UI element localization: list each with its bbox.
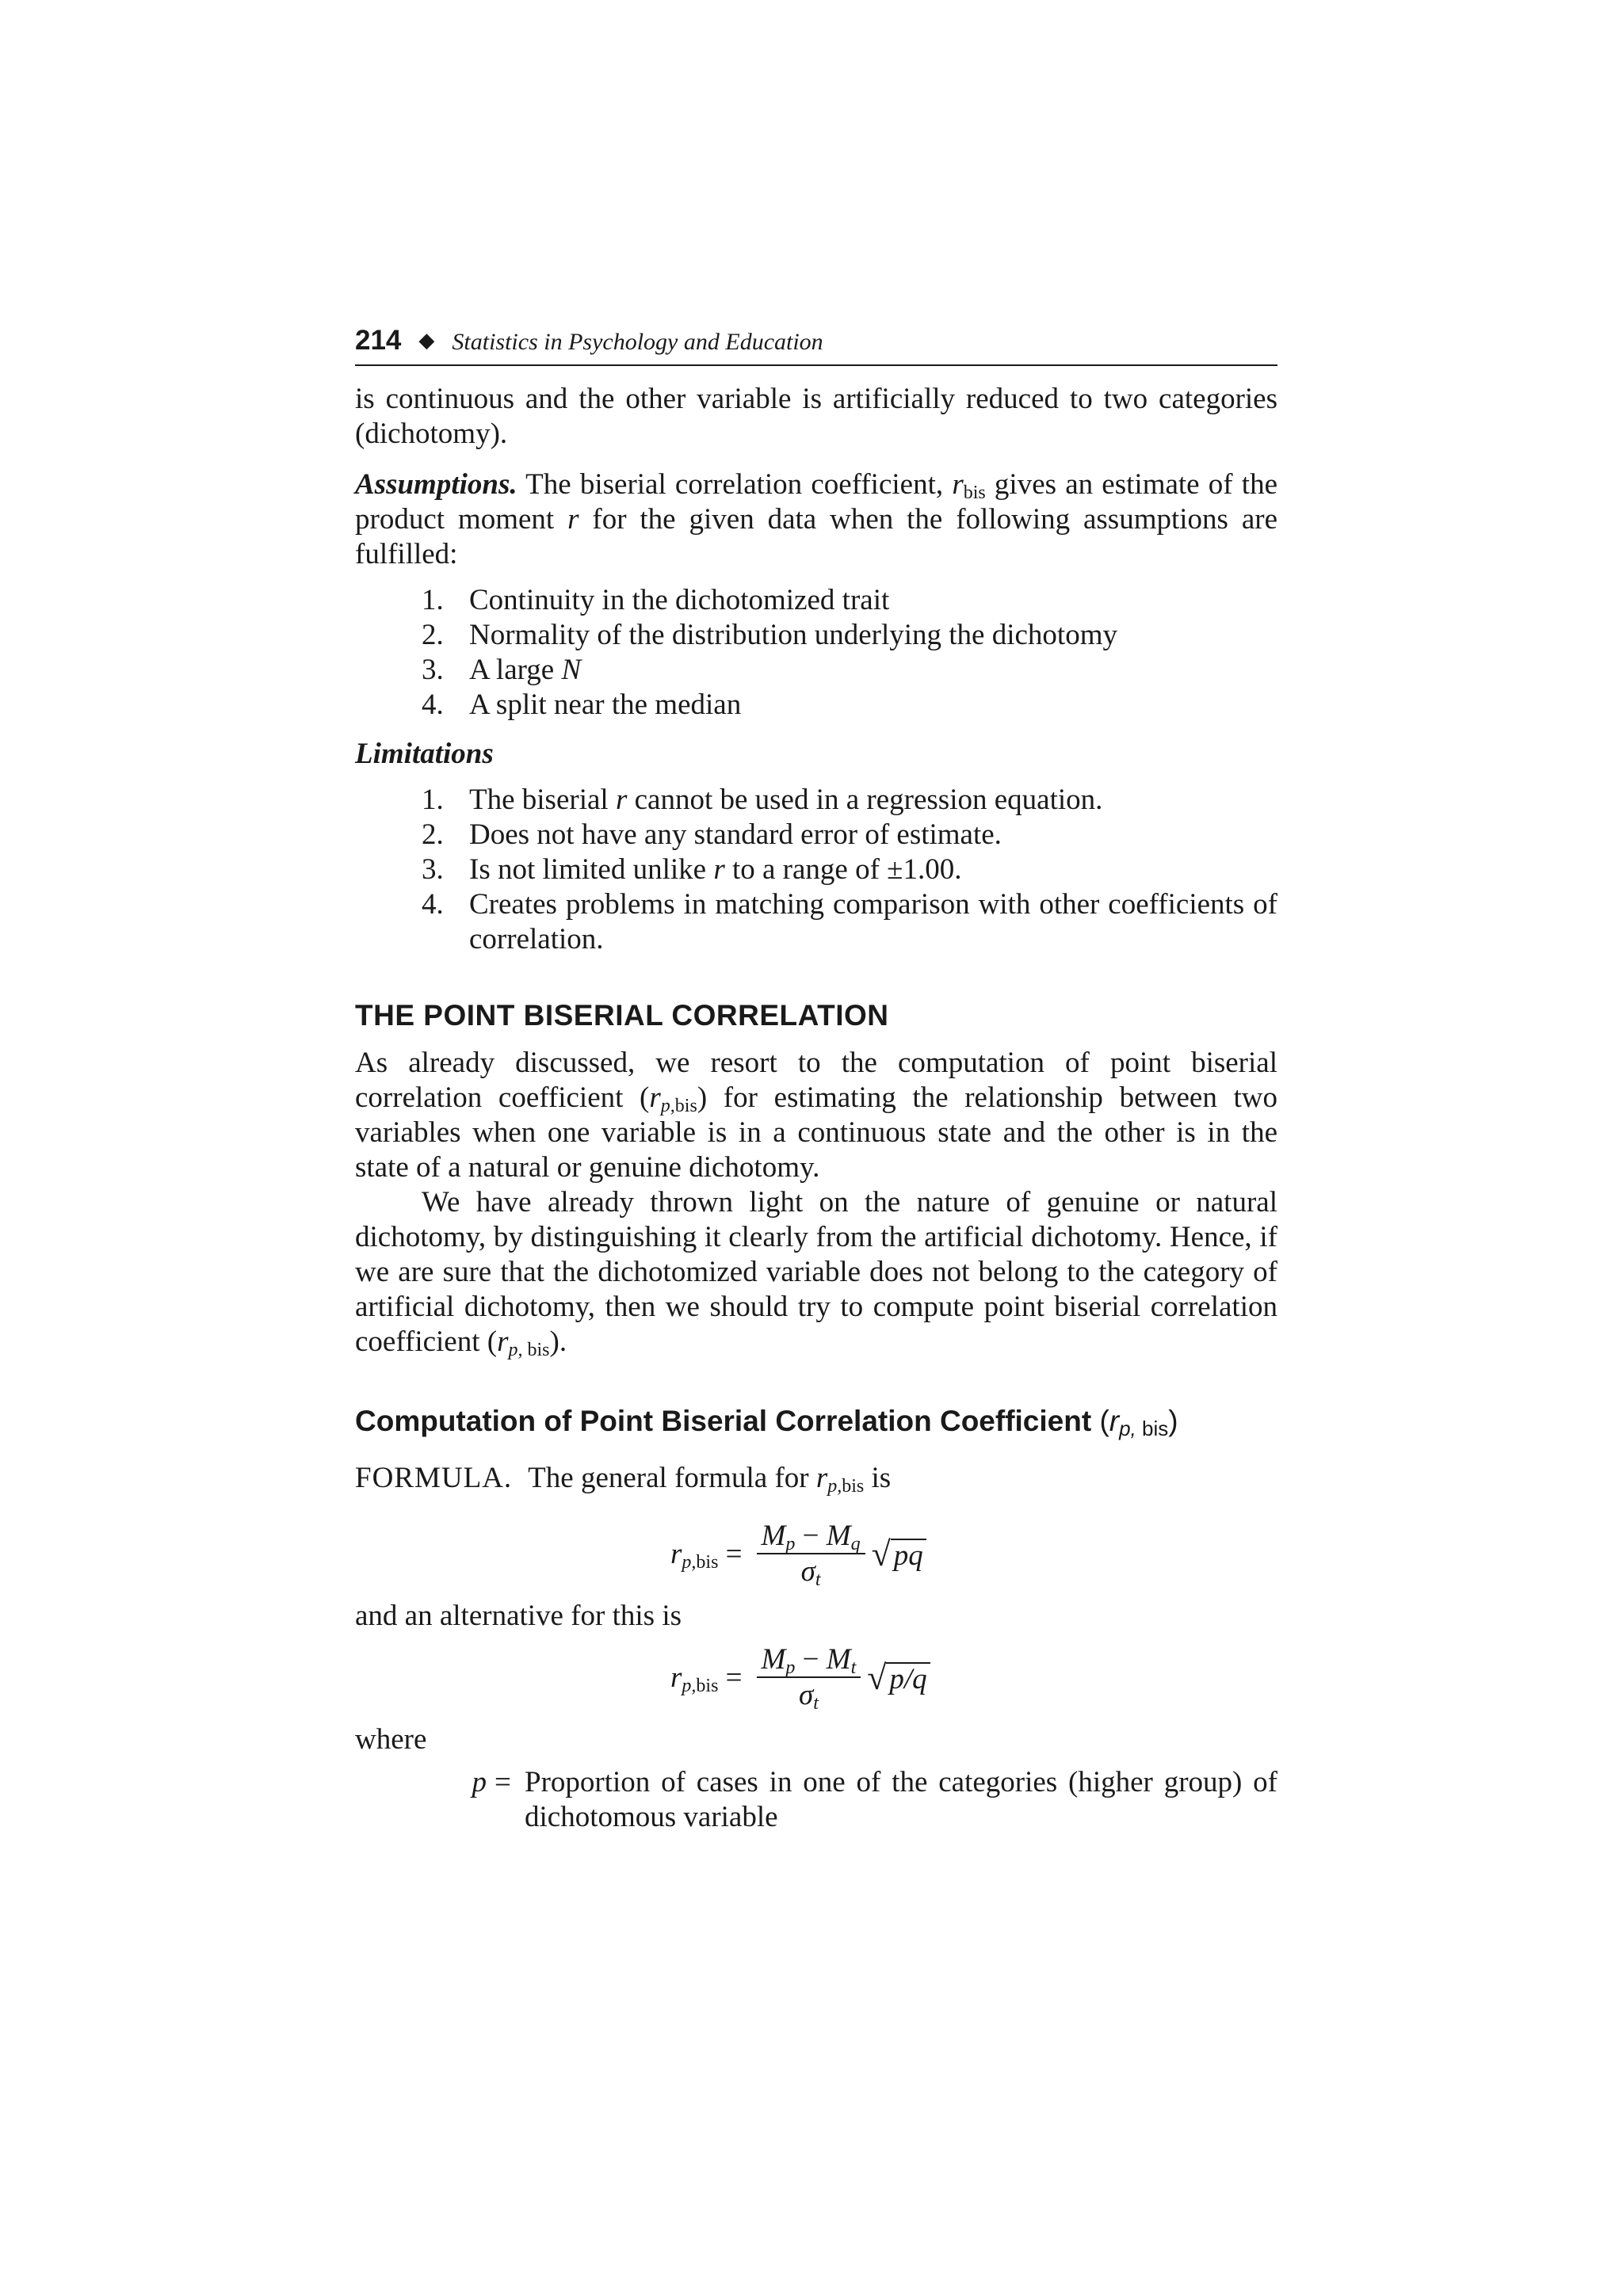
subsection-heading	[355, 1404, 1277, 1439]
symbol-sub: bis	[522, 1340, 550, 1360]
symbol-r: r	[670, 1661, 682, 1694]
list-item	[422, 653, 1277, 688]
assumptions-text: for the given data when the following assumptions are fulfilled:	[355, 503, 1277, 570]
equals-sign: =	[725, 1661, 743, 1694]
symbol-r: r	[670, 1538, 682, 1570]
list-item	[422, 783, 1277, 818]
definition-row	[355, 1765, 1277, 1835]
symbol-sub: bis	[674, 1096, 697, 1116]
numerator	[757, 1643, 861, 1678]
intro-paragraph: is continuous and the other variable is artificially reduced to two categories (dichotomy).	[355, 383, 1277, 450]
item-text: Normality of the distribution underlying the dichotomy	[469, 619, 1117, 651]
item-text-main: A large	[469, 654, 555, 686]
item-text	[469, 653, 1277, 688]
fraction	[757, 1643, 861, 1713]
symbol-sub: p	[785, 1657, 796, 1678]
formula-text: The general formula for	[528, 1462, 809, 1494]
equals-sign: =	[495, 1766, 511, 1798]
assumptions-text: gives an estimate of the product moment	[355, 468, 1277, 536]
symbol-sub: p,	[660, 1096, 675, 1116]
para-text: As already discussed, we resort to the computation of point biserial correlation coefficient (	[355, 1047, 1277, 1114]
square-root	[872, 1537, 926, 1572]
symbol-m: M	[761, 1643, 786, 1676]
radicand: pq	[891, 1539, 926, 1572]
limitations-list	[355, 783, 1277, 957]
formula-1	[355, 1510, 1277, 1599]
radical-icon: √	[867, 1658, 887, 1697]
symbol-sigma: σ	[800, 1555, 815, 1588]
square-root	[867, 1658, 930, 1697]
running-title: Statistics in Psychology and Education	[452, 329, 823, 355]
item-number: 4.	[422, 888, 444, 921]
item-text-pre: Is not limited unlike	[469, 853, 707, 886]
symbol-r: r	[952, 468, 964, 501]
symbol-m: M	[761, 1520, 786, 1552]
minus-sign: −	[795, 1520, 827, 1552]
item-number: 3.	[422, 853, 444, 886]
denominator	[801, 1554, 821, 1589]
item-number: 1.	[422, 584, 444, 616]
radical-icon: √	[871, 1535, 891, 1573]
formula-intro	[355, 1461, 1277, 1496]
symbol-sub: p,	[508, 1340, 523, 1360]
symbol-n: N	[561, 654, 582, 686]
list-item	[422, 618, 1277, 653]
assumptions-text: The biserial correlation coefficient,	[525, 468, 944, 501]
symbol-sub: q	[850, 1534, 861, 1554]
paren-close: )	[1168, 1405, 1178, 1437]
item-text: Continuity in the dichotomized trait	[469, 584, 890, 616]
para-text: We have already thrown light on the nature of genuine or natural dichotomy, by distinguishing it clearly from the artificial dichotomy. Hence, if we are sure that the dichotomized variable does not belong to the category of artificial dichotomy, then we should try to compute point biserial correlation coefficient (	[355, 1186, 1277, 1358]
item-text-post: to a range of ±1.00.	[731, 853, 962, 886]
symbol-r: r	[1109, 1405, 1120, 1437]
assumptions-paragraph	[355, 467, 1277, 572]
symbol-sub: bis	[1136, 1417, 1169, 1440]
symbol-sub: p,	[1119, 1417, 1136, 1440]
item-number: 3.	[422, 654, 444, 686]
section-paragraph-2	[355, 1185, 1277, 1360]
item-text	[469, 783, 1277, 818]
formula-text: is	[871, 1462, 892, 1494]
symbol-m: M	[826, 1520, 851, 1552]
numerator	[757, 1520, 865, 1554]
symbol-sub: p,	[682, 1552, 697, 1573]
symbol-m: M	[826, 1643, 851, 1676]
para-text: ) for estimating the relationship between two variables when one variable is in a continuous state and the other is in the state of a natural or genuine dichotomy.	[355, 1081, 1277, 1184]
item-number: 1.	[422, 784, 444, 816]
symbol-r: r	[649, 1081, 661, 1114]
list-item	[422, 852, 1277, 887]
subsection-title: Computation of Point Biserial Correlation Coefficient	[355, 1405, 1092, 1437]
page-number: 214	[355, 325, 402, 356]
item-text-post: cannot be used in a regression equation.	[634, 784, 1103, 816]
section-heading: THE POINT BISERIAL CORRELATION	[355, 999, 889, 1032]
denominator	[799, 1678, 819, 1713]
definition-symbol: p	[472, 1766, 487, 1798]
para-text: ).	[549, 1325, 567, 1358]
symbol-sub: bis	[696, 1676, 719, 1696]
section-paragraph-1	[355, 1046, 1277, 1185]
item-number: 2.	[422, 818, 444, 851]
list-item	[422, 887, 1277, 957]
item-text-pre: The biserial	[469, 784, 609, 816]
fraction	[757, 1520, 865, 1589]
symbol-sub: t	[850, 1657, 857, 1678]
assumptions-label: Assumptions.	[355, 468, 517, 501]
item-text: Creates problems in matching comparison with other coefficients of correlation.	[469, 888, 1277, 955]
item-number: 2.	[422, 619, 444, 651]
alternative-text: and an alternative for this is	[355, 1600, 682, 1632]
running-header	[355, 323, 1277, 366]
formula-lhs	[670, 1661, 743, 1695]
equals-sign: =	[725, 1538, 743, 1570]
symbol-sigma: σ	[798, 1679, 814, 1711]
symbol-r: r	[567, 503, 579, 536]
item-text: A split near the median	[469, 688, 742, 721]
minus-sign: −	[795, 1643, 827, 1676]
formula-lhs	[670, 1537, 743, 1572]
radicand: p/q	[886, 1662, 930, 1695]
list-item	[422, 688, 1277, 723]
list-item	[422, 583, 1277, 618]
page	[355, 323, 1277, 1835]
item-text: Does not have any standard error of estimate.	[469, 818, 1002, 851]
symbol-sub: t	[813, 1693, 819, 1714]
symbol-sub: p,	[682, 1676, 697, 1696]
list-item	[422, 818, 1277, 852]
formula-label: FORMULA.	[355, 1462, 513, 1494]
symbol-r: r	[615, 784, 628, 816]
symbol-sub: bis	[842, 1476, 865, 1497]
formula-2	[355, 1634, 1277, 1722]
paren-open: (	[1099, 1405, 1109, 1437]
item-text	[469, 852, 1277, 887]
symbol-sub: bis	[696, 1552, 719, 1573]
symbol-sub: bis	[963, 482, 986, 503]
diamond-icon: ◆	[418, 329, 435, 352]
limitations-heading: Limitations	[355, 738, 494, 770]
symbol-r: r	[815, 1462, 828, 1494]
symbol-r: r	[497, 1325, 509, 1358]
symbol-r: r	[713, 853, 725, 886]
where-text: where	[355, 1723, 427, 1756]
assumptions-list	[355, 583, 1277, 723]
symbol-sub: p,	[827, 1476, 842, 1497]
item-number: 4.	[422, 688, 444, 721]
definition-text: Proportion of cases in one of the categories (higher group) of dichotomous variable	[525, 1766, 1277, 1833]
symbol-sub: p	[785, 1534, 796, 1554]
symbol-sub: t	[815, 1569, 821, 1590]
